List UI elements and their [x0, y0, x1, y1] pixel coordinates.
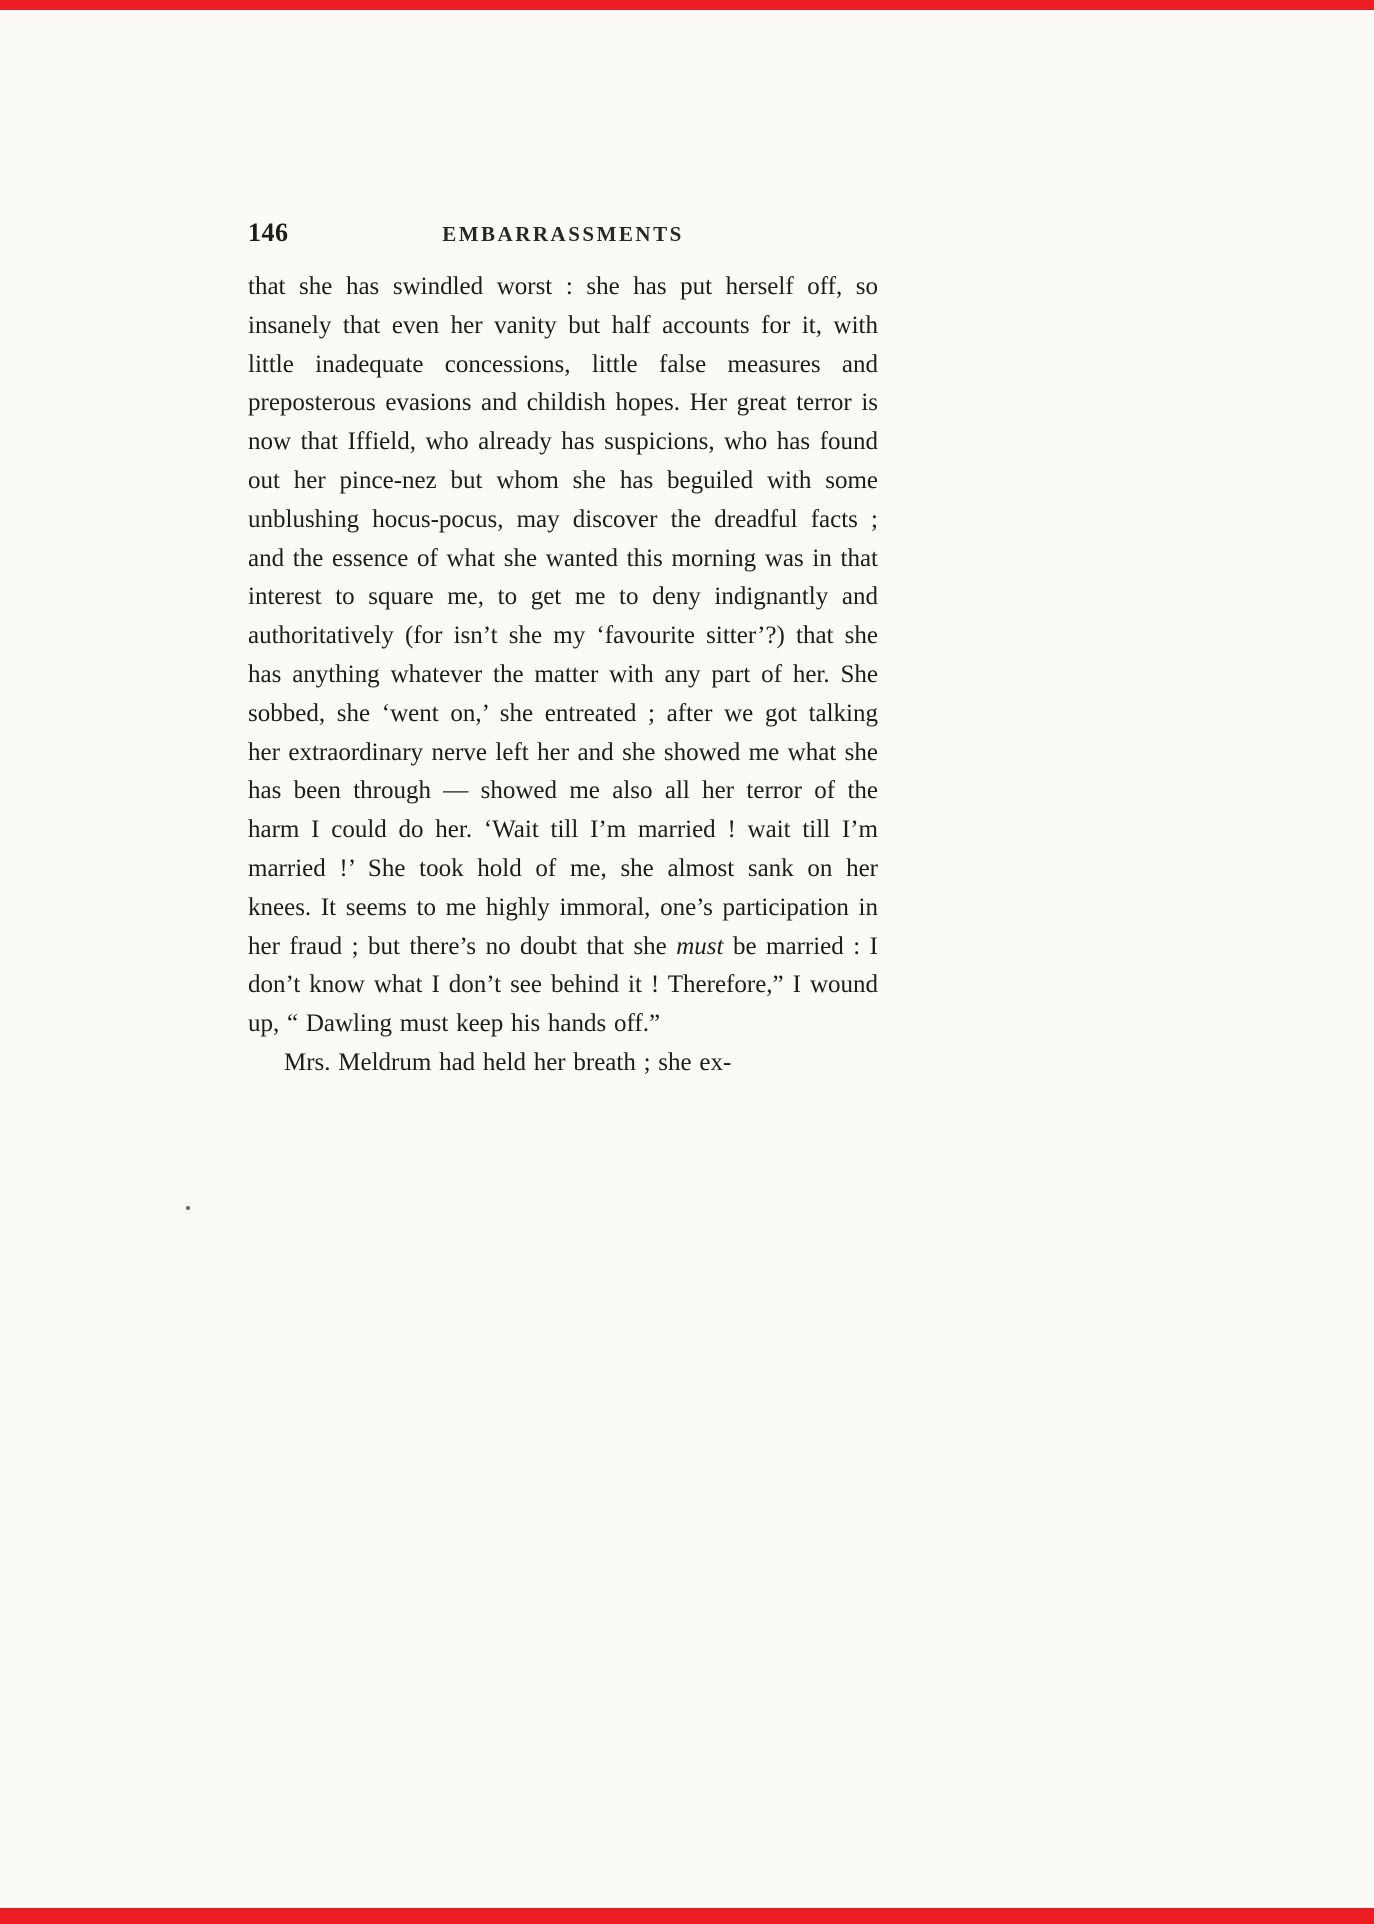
italic-text: must — [676, 932, 724, 960]
paragraph — [248, 1044, 878, 1083]
text-segment: that she has swindled worst : she has put herself off, so insanely that even her vanity but half accounts for it, with little inadequate concessions, little false measures and preposterous evasions and childish hopes. Her great terror is now that Iffield, who already has suspicions, who has found out her pince-nez but whom she has beguiled with some unblushing hocus-pocus, may discover the dreadful facts ; and the essence of what she wanted this morning was in that interest to square me, to get me to deny indignantly and authoritatively (for isn’t she my ‘favourite sitter’?) that she has anything whatever the matter with any part of her. She sobbed, she ‘went on,’ she entreated ; after we got talking her extraordinary nerve left her and she showed me what she has been through — showed me also all her terror of the harm I could do her. ‘Wait till I’m married ! wait till I’m married !’ She took hold of me, she almost sank on her knees. It seems to me highly immoral, one’s participation in her fraud ; but there’s no doubt that she — [248, 273, 878, 960]
text-segment: Mrs. Meldrum had held her breath ; she ex- — [284, 1048, 732, 1076]
paragraph — [248, 268, 878, 1044]
page-header — [248, 218, 878, 252]
running-head: EMBARRASSMENTS — [442, 222, 684, 246]
text-segment: be married : I don’t know what I don’t see behind it ! Therefore,” I wound up, “ Dawling must keep his hands off.” — [248, 932, 878, 1038]
page-number: 146 — [248, 218, 289, 247]
text-block — [248, 268, 878, 1083]
scan-speck-artifact — [186, 1206, 190, 1210]
scan-edge-top — [0, 0, 1374, 10]
scan-edge-bottom — [0, 1908, 1374, 1924]
